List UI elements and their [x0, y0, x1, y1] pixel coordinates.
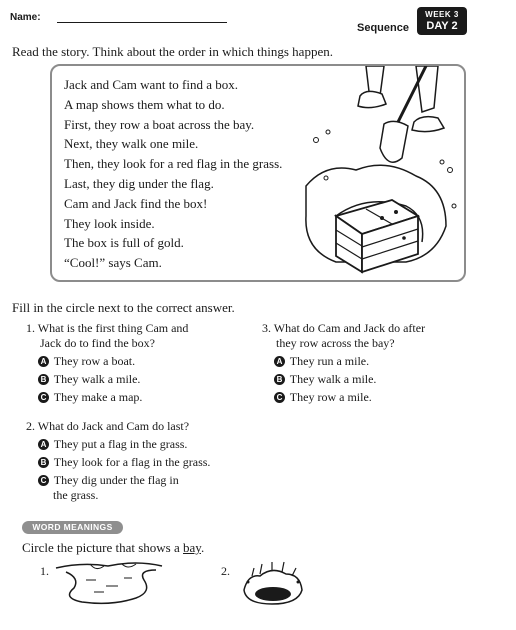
answer-bubble[interactable]: C: [38, 392, 49, 403]
story-line: Then, they look for a red flag in the grass.: [64, 156, 283, 172]
question-3: [262, 321, 425, 405]
answer-bubble[interactable]: B: [274, 374, 285, 385]
answer-bubble[interactable]: B: [38, 374, 49, 385]
question-2: [26, 419, 210, 503]
answer-option-a[interactable]: [26, 437, 210, 452]
question-text: What do Cam and Jack do after: [273, 321, 426, 335]
answer-option-b[interactable]: [26, 372, 188, 387]
question-number: 1.: [26, 321, 35, 335]
circle-instruction-end: .: [200, 540, 205, 555]
answer-option-a[interactable]: [26, 354, 188, 369]
answer-option-c[interactable]: [26, 473, 210, 503]
question-text: Jack do to find the box?: [40, 336, 155, 350]
answer-text: They run a mile.: [289, 354, 370, 368]
answer-option-b[interactable]: [262, 372, 425, 387]
question-number: 3.: [262, 321, 271, 335]
answer-bubble[interactable]: C: [274, 392, 285, 403]
answer-bubble[interactable]: C: [38, 475, 49, 486]
day-label: DAY 2: [426, 20, 458, 32]
answer-bubble[interactable]: A: [274, 356, 285, 367]
answer-text: They walk a mile.: [289, 372, 377, 386]
answer-option-c[interactable]: [26, 390, 188, 405]
story-line: Next, they walk one mile.: [64, 136, 199, 152]
circle-instruction: [22, 540, 204, 556]
answer-bubble[interactable]: A: [38, 439, 49, 450]
week-day-badge: [417, 7, 467, 35]
answer-text: They row a boat.: [53, 354, 136, 368]
question-2-text: [26, 419, 210, 434]
bay-water-picture-icon[interactable]: [52, 558, 168, 608]
target-word: bay: [183, 540, 201, 555]
question-1: [26, 321, 188, 405]
answer-bubble[interactable]: B: [38, 457, 49, 468]
word-meanings-badge: WORD MEANINGS: [22, 521, 123, 534]
answer-text: They look for a flag in the grass.: [53, 455, 211, 469]
story-line: Jack and Cam want to find a box.: [64, 77, 239, 92]
answer-option-b[interactable]: [26, 455, 210, 470]
read-instruction: Read the story. Think about the order in which things happen.: [12, 44, 333, 59]
hole-in-ground-picture-icon[interactable]: [238, 556, 308, 610]
answer-text: the grass.: [53, 488, 99, 502]
week-label: WEEK 3: [425, 10, 459, 19]
answer-bubble[interactable]: A: [38, 356, 49, 367]
story-line: “Cool!” says Cam.: [64, 255, 162, 271]
story-line: A map shows them what to do.: [64, 96, 225, 112]
story-line: First, they row a boat across the bay.: [64, 116, 255, 132]
story-text: [64, 75, 282, 273]
question-number: 2.: [26, 419, 35, 433]
fill-instruction: Fill in the circle next to the correct answer.: [12, 300, 235, 315]
answer-option-c[interactable]: [262, 390, 425, 405]
story-line: Cam and Jack find the box!: [64, 195, 208, 211]
answer-text: They make a map.: [53, 390, 143, 404]
answer-text: They walk a mile.: [53, 372, 141, 386]
picture-number: 2.: [221, 564, 230, 578]
digging-illustration-icon: [296, 66, 466, 280]
story-line: The box is full of gold.: [64, 235, 184, 251]
picture-number: 1.: [40, 564, 49, 578]
story-line: Last, they dig under the flag.: [64, 175, 214, 191]
question-text: they row across the bay?: [276, 336, 395, 350]
circle-instruction-text: Circle the picture that shows a: [22, 540, 184, 555]
answer-option-a[interactable]: [262, 354, 425, 369]
answer-text: They row a mile.: [289, 390, 372, 404]
story-line: They look inside.: [64, 215, 155, 231]
question-1-text: [26, 321, 188, 351]
question-3-text: [262, 321, 425, 351]
section-label: Sequence: [357, 22, 409, 34]
name-label: Name:: [10, 12, 41, 23]
name-line[interactable]: [57, 22, 227, 23]
question-text: What is the first thing Cam and: [37, 321, 189, 335]
answer-text: They dig under the flag in: [53, 473, 179, 487]
answer-text: They put a flag in the grass.: [53, 437, 188, 451]
question-text: What do Jack and Cam do last?: [37, 419, 190, 433]
